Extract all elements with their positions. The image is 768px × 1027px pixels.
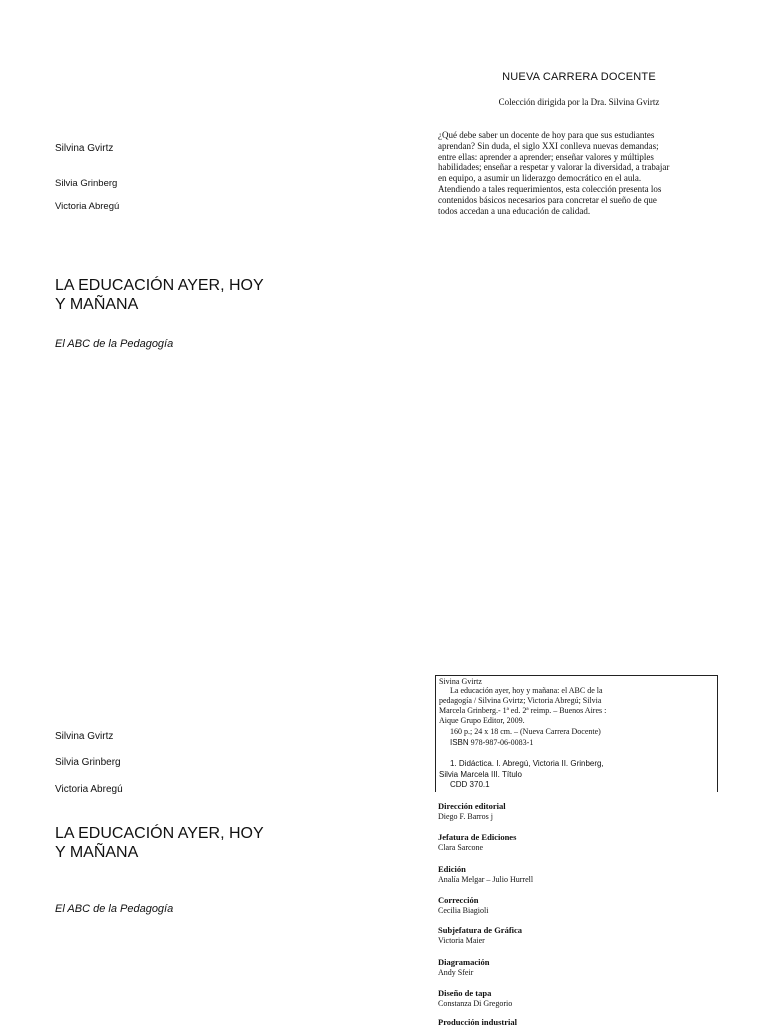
credit-role: Jefatura de Ediciones <box>438 832 517 842</box>
credit-role: Subjefatura de Gráfica <box>438 925 523 935</box>
credit-role: Diseño de tapa <box>438 988 492 998</box>
book-title <box>55 824 305 862</box>
blurb-line: contenidos básicos necesarios para concretar el sueño de que <box>438 194 657 205</box>
credit-role: Edición <box>438 864 466 874</box>
author-name: Silvia Grinberg <box>55 178 118 189</box>
author-name: Silvina Gvirtz <box>55 731 114 742</box>
blurb-line: habilidades; enseñar a respetar y valorar la diversidad, a trabajar <box>438 162 670 173</box>
credit-role: Diagramación <box>438 957 490 967</box>
credit-role: Corrección <box>438 895 479 905</box>
isbn-label: ISBN <box>450 738 469 747</box>
author-name: Victoria Abregú <box>55 201 120 212</box>
catalog-line: 1. Didáctica. I. Abregú, Victoria II. Grinberg, <box>450 759 604 768</box>
book-title-line: LA EDUCACIÓN AYER, HOY <box>55 825 264 842</box>
blurb-line: entre ellas: aprender a aprender; enseñar valores y múltiples <box>438 151 654 162</box>
isbn-value: 978-987-06-0083-1 <box>470 738 534 747</box>
book-title-line: LA EDUCACIÓN AYER, HOY <box>55 277 264 294</box>
blurb-line: en equipo, a asumir un liderazgo democrático en el aula. <box>438 173 642 184</box>
blurb-line: ¿Qué debe saber un docente de hoy para que sus estudiantes <box>438 130 655 140</box>
catalog-isbn <box>450 738 533 747</box>
credit-role: Producción industrial <box>438 1017 517 1027</box>
catalog-line: Marcela Grinberg.- 1ª ed. 2ª reimp. – Buenos Aires : <box>439 706 607 715</box>
catalog-line: La educación ayer, hoy y mañana: el ABC de la <box>450 686 603 695</box>
book-subtitle: El ABC de la Pedagogía <box>55 903 174 915</box>
author-name: Victoria Abregú <box>55 784 123 795</box>
catalog-line: pedagogía / Silvina Gvirtz; Victoria Abregú; Silvia <box>439 696 602 705</box>
book-title-line: Y MAÑANA <box>55 844 139 861</box>
credit-name: Andy Sfeir <box>438 968 474 977</box>
blurb-line: Atendiendo a tales requerimientos, esta colección presenta los <box>438 183 662 194</box>
author-name: Silvina Gvirtz <box>55 143 114 154</box>
catalog-line: Silvia Marcela III. Título <box>439 770 522 779</box>
catalog-line: 160 p.; 24 x 18 cm. – (Nueva Carrera Docente) <box>450 727 601 736</box>
credit-role: Dirección editorial <box>438 801 506 811</box>
blurb-line: aprendan? Sin duda, el siglo XXI conlleva nuevas demandas; <box>438 140 659 151</box>
credit-name: Cecilia Biagioli <box>438 906 489 915</box>
credit-name: Victoria Maier <box>438 936 485 945</box>
author-name: Silvia Grinberg <box>55 757 121 768</box>
book-title <box>55 276 305 314</box>
series-blurb <box>438 130 713 216</box>
credit-name: Constanza Di Gregorio <box>438 999 513 1008</box>
catalog-line: Sivina Gvirtz <box>439 677 482 686</box>
book-title-line: Y MAÑANA <box>55 296 139 313</box>
book-subtitle: El ABC de la Pedagogía <box>55 338 174 350</box>
blurb-line: todos accedan a una educación de calidad. <box>438 205 591 216</box>
credit-name: Clara Sarcone <box>438 843 484 852</box>
catalog-card <box>435 675 718 792</box>
series-title: NUEVA CARRERA DOCENTE <box>502 71 656 83</box>
credit-name: Analía Melgar – Julio Hurrell <box>438 875 534 884</box>
catalog-line: CDD 370.1 <box>450 780 490 789</box>
credit-name: Diego F. Barros j <box>438 812 493 821</box>
catalog-line: Aique Grupo Editor, 2009. <box>439 716 525 725</box>
series-director: Colección dirigida por la Dra. Silvina Gvirtz <box>498 97 660 107</box>
